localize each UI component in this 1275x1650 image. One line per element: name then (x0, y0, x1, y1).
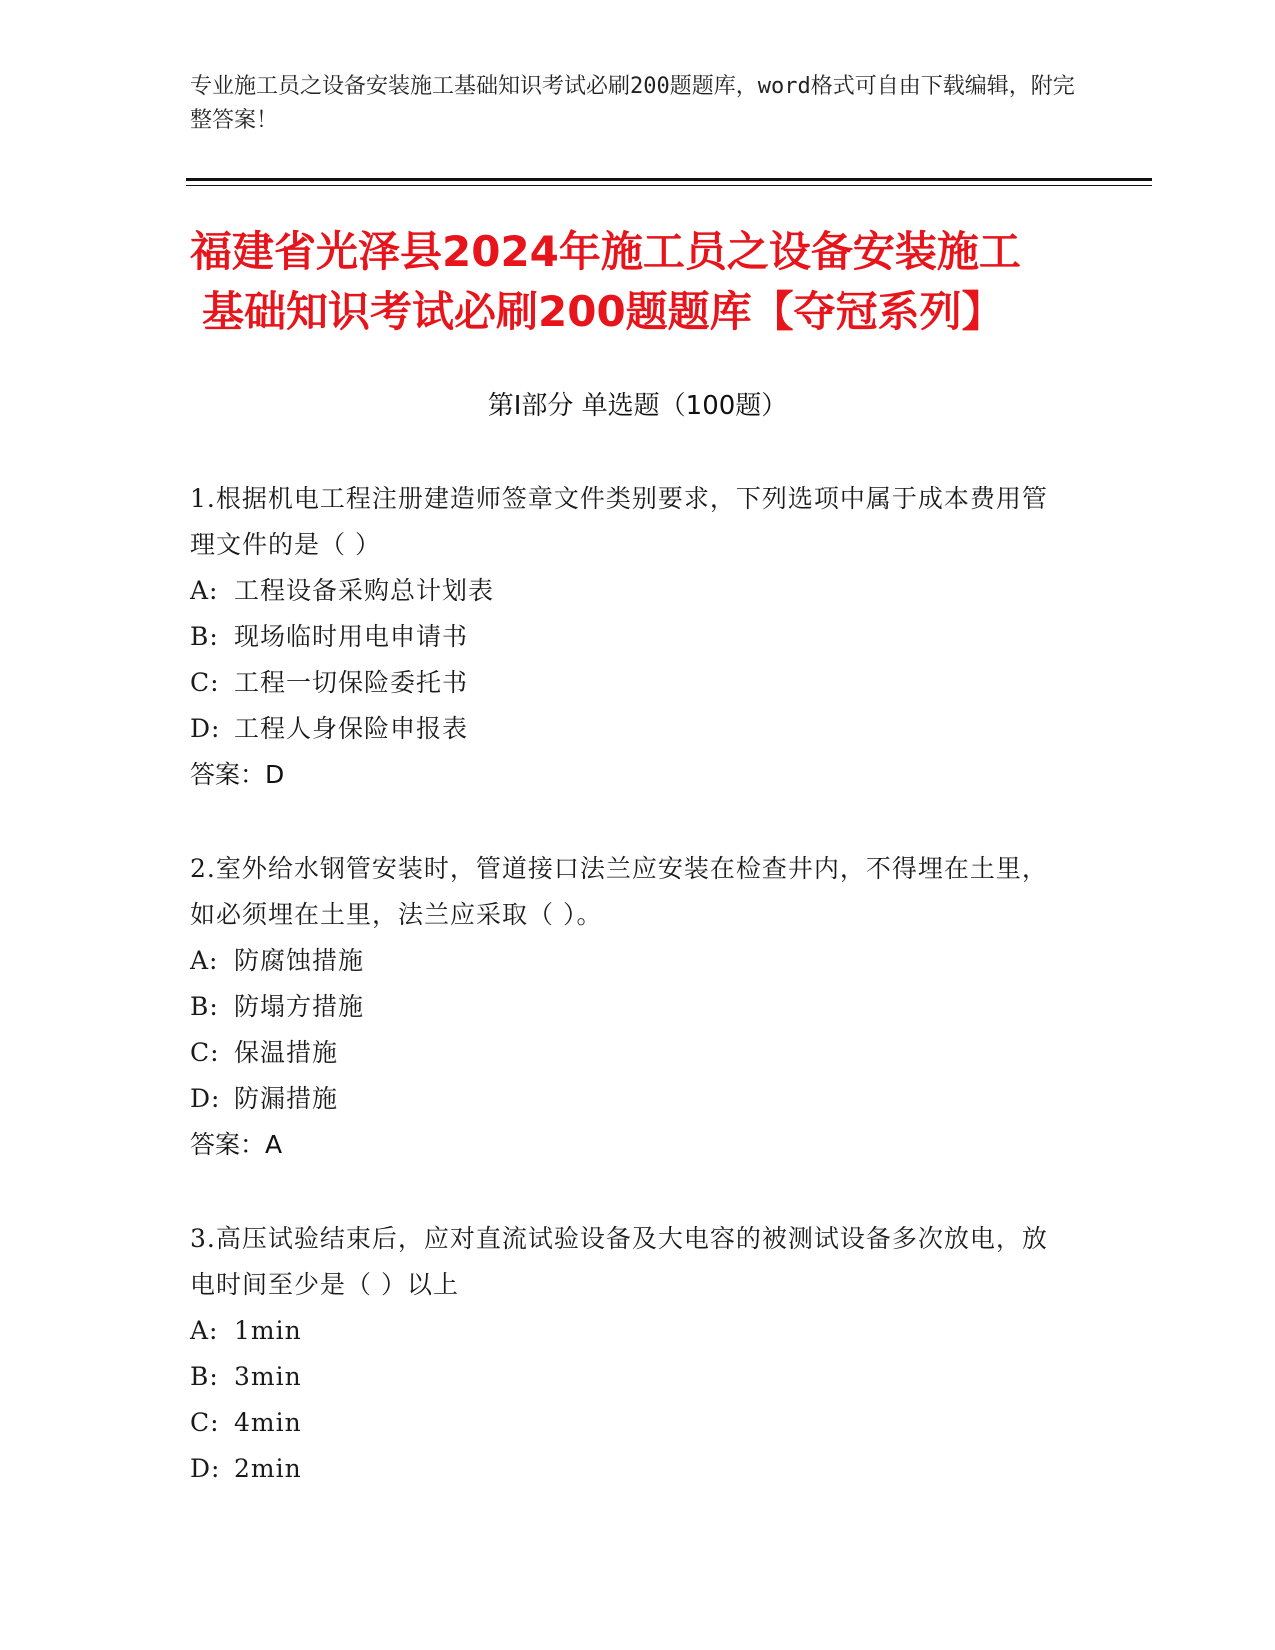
option-letter: C: (190, 1038, 220, 1067)
option-text: 防塌方措施 (234, 992, 365, 1021)
option-letter: A: (190, 576, 219, 605)
question-2 (190, 846, 1070, 1168)
option-b (190, 984, 1070, 1030)
option-c (190, 1030, 1070, 1076)
option-d (190, 706, 1070, 752)
option-a (190, 1308, 1070, 1354)
option-letter: B: (190, 622, 219, 651)
answer-line: 答案：A (190, 1130, 283, 1159)
option-letter: A: (190, 946, 219, 975)
question-1 (190, 476, 1070, 798)
option-text: 防漏措施 (234, 1084, 339, 1113)
question-stem: 3.高压试验结束后，应对直流试验设备及大电容的被测试设备多次放电，放电时间至少是（ ）以上 (190, 1224, 1048, 1299)
option-letter: B: (190, 1362, 219, 1391)
header-rule-thin (186, 185, 1152, 186)
option-letter: A: (190, 1316, 219, 1345)
option-letter: D: (190, 1454, 221, 1483)
question-3 (190, 1216, 1070, 1492)
option-letter: D: (190, 1084, 221, 1113)
option-d (190, 1446, 1070, 1492)
answer-line: 答案：D (190, 760, 285, 789)
option-text: 3min (234, 1362, 302, 1391)
question-stem: 2.室外给水钢管安装时，管道接口法兰应安装在检查井内，不得埋在土里，如必须埋在土里，法兰应采取（ ）。 (190, 854, 1048, 929)
question-list (190, 476, 1070, 1540)
option-c (190, 1400, 1070, 1446)
document-title-line2: 基础知识考试必刷200题题库【夺冠系列】 (202, 287, 1004, 336)
option-letter: C: (190, 668, 220, 697)
option-text: 工程设备采购总计划表 (234, 576, 495, 605)
document-title-line1: 福建省光泽县2024年施工员之设备安装施工 (190, 227, 1021, 276)
option-text: 现场临时用电申请书 (234, 622, 469, 651)
section-heading: 第Ⅰ部分 单选题（100题） (487, 391, 788, 421)
option-letter: B: (190, 992, 219, 1021)
option-b (190, 1354, 1070, 1400)
option-text: 2min (234, 1454, 302, 1483)
option-text: 工程一切保险委托书 (234, 668, 469, 697)
option-a (190, 568, 1070, 614)
option-a (190, 938, 1070, 984)
question-stem: 1.根据机电工程注册建造师签章文件类别要求，下列选项中属于成本费用管理文件的是（ ） (190, 484, 1048, 559)
option-d (190, 1076, 1070, 1122)
option-text: 防腐蚀措施 (234, 946, 365, 975)
header-note: 专业施工员之设备安装施工基础知识考试必刷200题题库，word格式可自由下载编辑，附完整答案！ (190, 74, 1075, 133)
option-b (190, 614, 1070, 660)
document-title (190, 222, 1090, 342)
option-text: 保温措施 (234, 1038, 339, 1067)
option-letter: D: (190, 714, 221, 743)
option-letter: C: (190, 1408, 220, 1437)
option-text: 1min (234, 1316, 302, 1345)
header-rule-thick (186, 178, 1152, 181)
option-text: 4min (234, 1408, 302, 1437)
option-text: 工程人身保险申报表 (234, 714, 469, 743)
option-c (190, 660, 1070, 706)
